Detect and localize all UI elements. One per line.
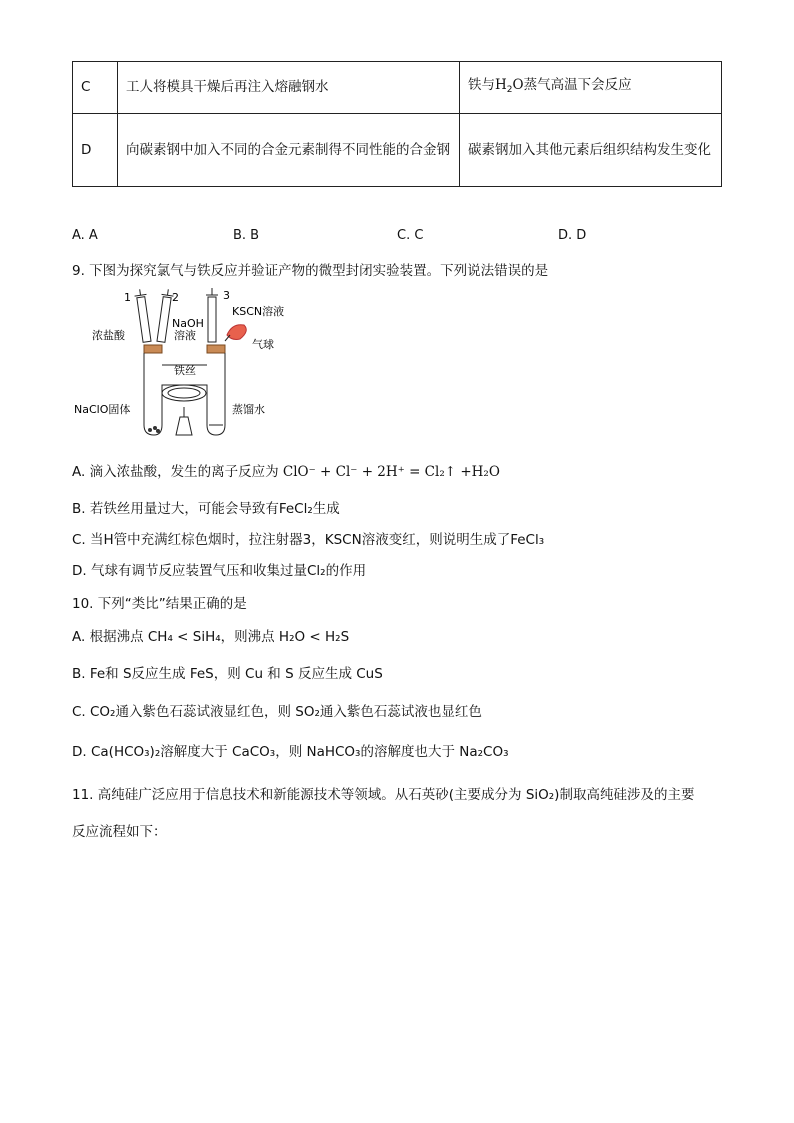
choice-b[interactable]: B. B <box>233 228 260 243</box>
stopper-icon <box>207 345 225 353</box>
formula-o: O <box>512 76 524 93</box>
syringe-icon <box>135 289 174 342</box>
naclo-label: NaClO固体 <box>74 403 131 416</box>
row-content: 工人将模具干燥后再注入熔融钢水 <box>118 62 460 114</box>
kscn-label: KSCN溶液 <box>232 305 285 318</box>
balloon-label: 气球 <box>252 338 274 351</box>
option-text: A. 滴入浓盐酸，发生的离子反应为 <box>72 464 279 480</box>
row-content: 向碳素钢中加入不同的合金元素制得不同性能的合金钢 <box>118 114 460 187</box>
row-explanation: 碳素钢加入其他元素后组织结构发生变化 <box>460 114 722 187</box>
explanation-text: 铁与 <box>468 76 495 93</box>
q9-option-d[interactable]: D. 气球有调节反应装置气压和收集过量Cl₂的作用 <box>72 563 367 579</box>
q10-option-d[interactable]: D. Ca(HCO₃)₂溶解度大于 CaCO₃，则 NaHCO₃的溶解度也大于 Na₂CO₃ <box>72 744 509 760</box>
formula-h: H <box>495 76 507 93</box>
q9-option-a[interactable] <box>72 460 500 480</box>
balloon-icon <box>227 325 246 340</box>
question-10-stem: 10. 下列“类比”结果正确的是 <box>72 596 247 612</box>
question-9-stem: 9. 下图为探究氯气与铁反应并验证产物的微型封闭实验装置。下列说法错误的是 <box>72 263 549 279</box>
row-explanation <box>460 62 722 114</box>
choice-d[interactable]: D. D <box>558 228 587 243</box>
choice-c[interactable]: C. C <box>397 228 424 243</box>
table-row <box>73 62 722 114</box>
equation: ClO⁻ + Cl⁻ + 2H⁺ = Cl₂↑ +H₂O <box>282 464 500 480</box>
row-label: D <box>73 114 118 187</box>
syringe-icon <box>206 288 218 342</box>
q9-option-b[interactable]: B. 若铁丝用量过大，可能会导致有FeCl₂生成 <box>72 501 340 517</box>
formula-sub: 2 <box>506 84 513 95</box>
question-11-stem: 11. 高纯硅广泛应用于信息技术和新能源技术等领域。从石英砂(主要成分为 SiO₂)制取高纯硅涉及的主要 <box>72 787 695 803</box>
apparatus-figure <box>72 285 312 445</box>
naoh-label: NaOH <box>172 317 204 330</box>
syringe-3-label: 3 <box>223 289 230 302</box>
lamp-icon <box>176 417 192 435</box>
syringe-1-label: 1 <box>124 291 131 304</box>
syringe-2-label: 2 <box>172 291 179 304</box>
hcl-label: 浓盐酸 <box>92 329 125 342</box>
stopper-icon <box>144 345 162 353</box>
q10-option-b[interactable]: B. Fe和 S反应生成 FeS，则 Cu 和 S 反应生成 CuS <box>72 666 383 682</box>
question-11-stem-cont: 反应流程如下： <box>72 824 167 840</box>
options-table <box>72 61 722 187</box>
table-row <box>73 114 722 187</box>
iron-wire-label: 铁丝 <box>174 364 196 377</box>
water-label: 蒸馏水 <box>232 403 265 416</box>
q10-option-a[interactable]: A. 根据沸点 CH₄ < SiH₄，则沸点 H₂O < H₂S <box>72 629 350 645</box>
q9-option-c[interactable]: C. 当H管中充满红棕色烟时，拉注射器3，KSCN溶液变红，则说明生成了FeCl₃ <box>72 532 545 548</box>
choice-a[interactable]: A. A <box>72 228 98 243</box>
naoh-solution-label: 溶液 <box>174 329 196 342</box>
iron-wire-icon <box>162 385 206 401</box>
explanation-text: 蒸气高温下会反应 <box>523 76 632 93</box>
row-label: C <box>73 62 118 114</box>
q10-option-c[interactable]: C. CO₂通入紫色石蕊试液显红色，则 SO₂通入紫色石蕊试液也显红色 <box>72 704 482 720</box>
